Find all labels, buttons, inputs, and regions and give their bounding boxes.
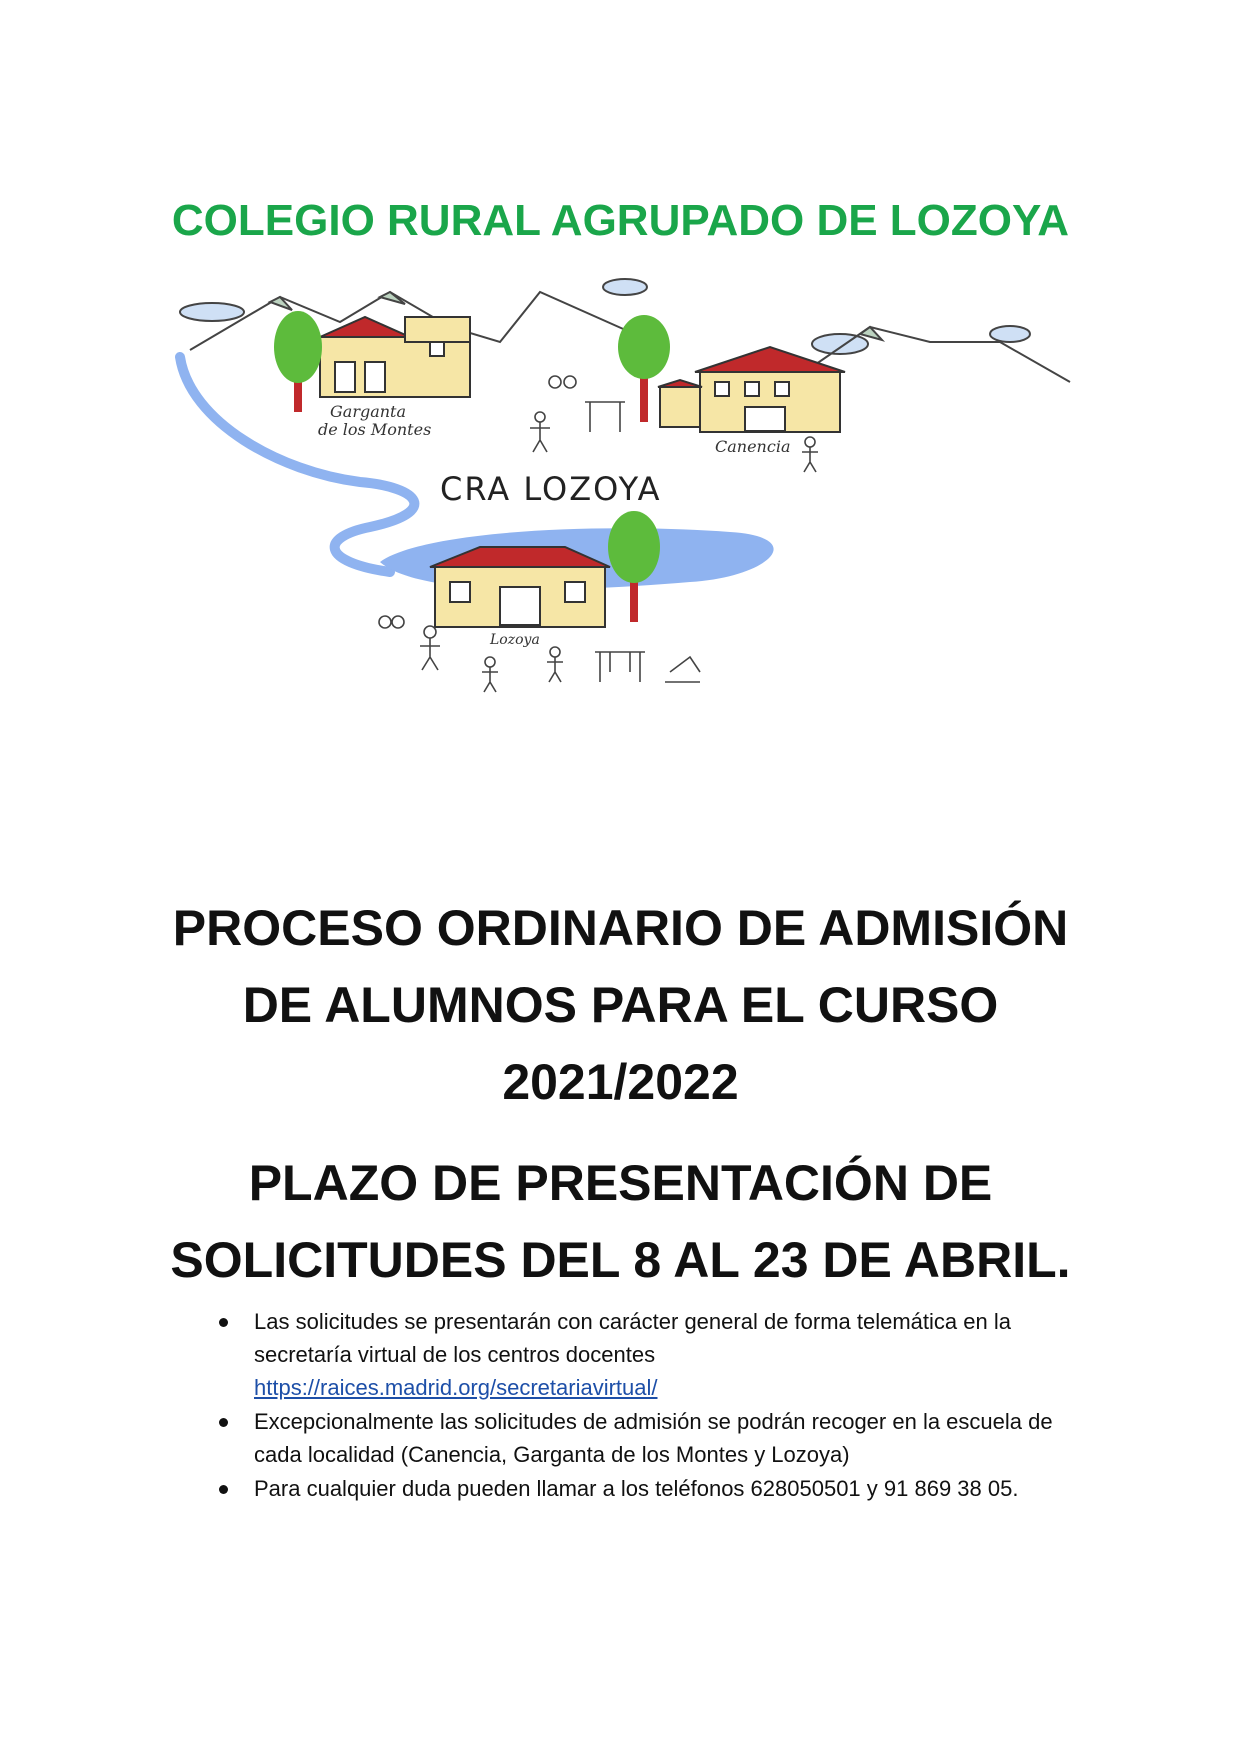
tree-icon (608, 511, 660, 622)
tree-icon (274, 311, 322, 412)
school-building-lozoya (430, 547, 610, 627)
list-item (210, 1472, 1090, 1505)
bullet-icon (219, 1318, 228, 1327)
bullet-icon (219, 1418, 228, 1427)
cra-lozoya-illustration (170, 262, 1075, 792)
admission-heading (0, 890, 1241, 1121)
school-building-canencia (658, 347, 845, 432)
svg-text:de los Montes: de los Montes (318, 420, 432, 439)
item-text: Excepcionalmente las solicitudes de admisión se podrán recoger en la escuela de cada localidad (Canencia, Garganta de los Montes y Lozoya) (254, 1409, 1053, 1467)
bullet-icon (219, 1485, 228, 1494)
deadline-line: PLAZO DE PRESENTACIÓN DE (248, 1155, 993, 1211)
school-building-garganta (320, 317, 470, 397)
secretaria-virtual-link[interactable]: https://raices.madrid.org/secretariavirtual/ (254, 1375, 658, 1400)
list-item (210, 1405, 1090, 1471)
school-title: COLEGIO RURAL AGRUPADO DE LOZOYA (171, 196, 1070, 245)
place-label-lozoya: Lozoya (490, 632, 540, 648)
item-text: Las solicitudes se presentarán con carácter general de forma telemática en la secretaría virtual de los centros docentes (254, 1309, 1011, 1367)
heading-line: 2021/2022 (502, 1054, 739, 1110)
heading-line: PROCESO ORDINARIO DE ADMISIÓN (172, 900, 1069, 956)
info-list (210, 1305, 1090, 1506)
item-text: Para cualquier duda pueden llamar a los teléfonos 628050501 y 91 869 38 05. (254, 1476, 1019, 1501)
place-label-garganta: Garganta (330, 402, 407, 421)
place-label-canencia: Canencia (715, 437, 791, 456)
deadline-line: SOLICITUDES DEL 8 AL 23 DE ABRIL. (170, 1232, 1071, 1288)
deadline-heading (0, 1145, 1241, 1299)
heading-line: DE ALUMNOS PARA EL CURSO (242, 977, 999, 1033)
logo-text: CRA LOZOYA (440, 470, 662, 508)
list-item (210, 1305, 1090, 1404)
